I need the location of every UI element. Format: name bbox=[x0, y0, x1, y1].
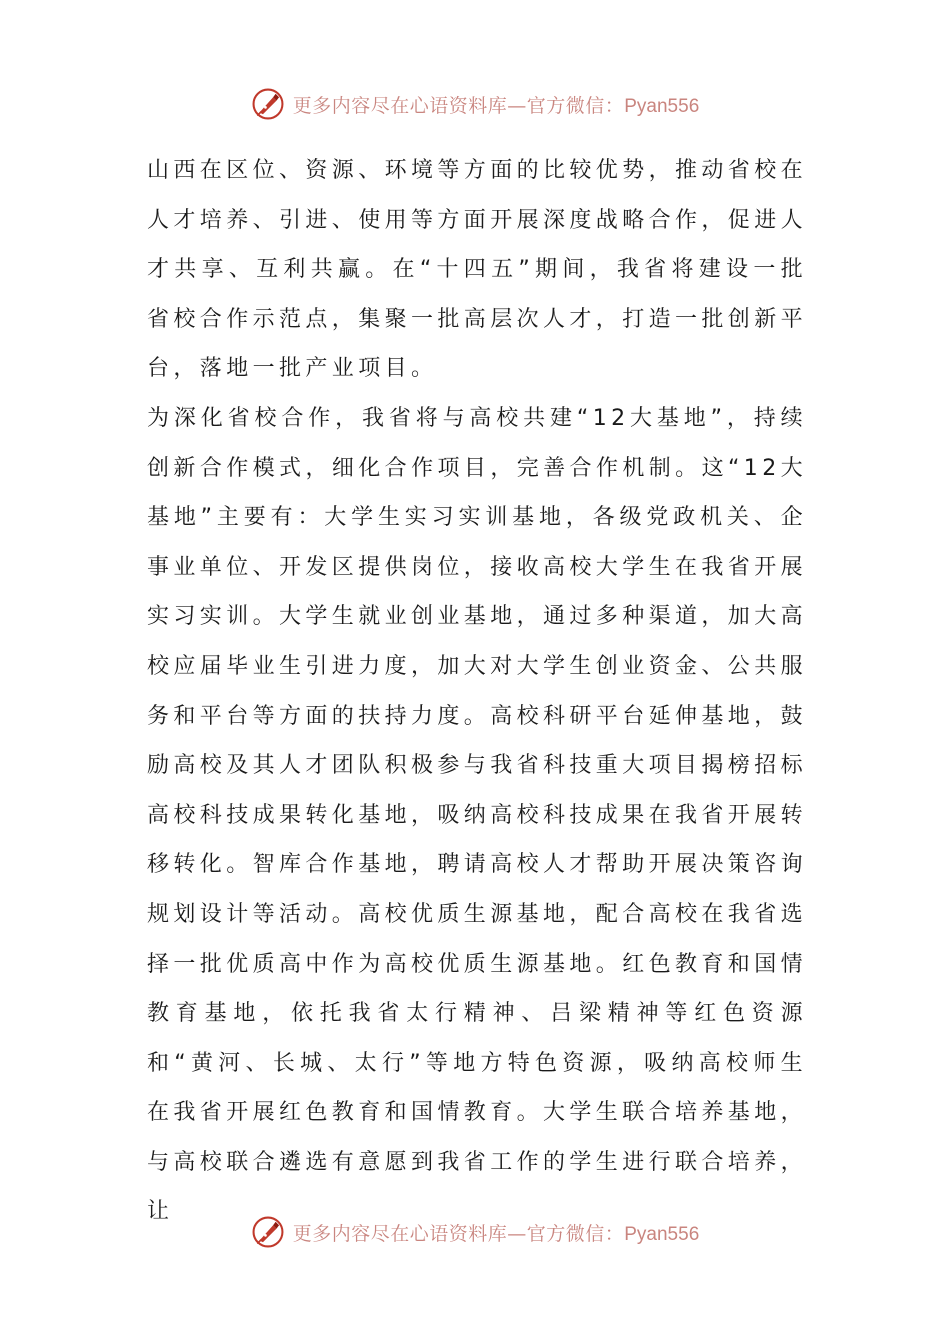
watermark-label: 更多内容尽在心语资料库—官方微信： bbox=[292, 1222, 625, 1245]
paragraph-2: 为深化省校合作，我省将与高校共建“12大基地”，持续创新合作模式，细化合作项目，完善合作机制。这“12大基地”主要有：大学生实习实训基地，各级党政机关、企事业单位、开发区提供岗位，接收高校大学生在我省开展实习实训。大学生就业创业基地，通过多种渠道，加大高校应届毕业生引进力度，加大对大学生创业资金、公共服务和平台等方面的扶持力度。高校科研平台延伸基地，鼓励高校及其人才团队积极参与我省科技重大项目揭榜招标高校科技成果转化基地，吸纳高校科技成果在我省开展转移转化。智库合作基地，聘请高校人才帮助开展决策咨询规划设计等活动。高校优质生源基地，配合高校在我省选择一批优质高中作为高校优质生源基地。红色教育和国情教育基地，依托我省太行精神、吕梁精神等红色资源和“黄河、长城、太行”等地方特色资源，吸纳高校师生在我省开展红色教育和国情教育。大学生联合培养基地，与高校联合遴选有意愿到我省工作的学生进行联合培养，让 bbox=[147, 405, 808, 1225]
watermark-text bbox=[293, 1219, 700, 1246]
pen-nib-logo-icon bbox=[251, 87, 285, 121]
pen-nib-logo-icon bbox=[251, 1215, 285, 1249]
paragraph-1: 山西在区位、资源、环境等方面的比较优势，推动省校在人才培养、引进、使用等方面开展深度战略合作，促进人才共享、互利共赢。在“十四五”期间，我省将建设一批省校合作示范点，集聚一批高层次人才，打造一批创新平台，落地一批产业项目。 bbox=[147, 158, 808, 382]
watermark-label: 更多内容尽在心语资料库—官方微信： bbox=[292, 94, 625, 117]
document-body bbox=[147, 146, 807, 1237]
watermark-text bbox=[293, 91, 700, 118]
wechat-id: Pyan556 bbox=[624, 1223, 700, 1245]
footer-watermark-banner bbox=[0, 1212, 950, 1252]
wechat-id: Pyan556 bbox=[624, 95, 700, 117]
header-watermark-banner bbox=[0, 84, 950, 124]
